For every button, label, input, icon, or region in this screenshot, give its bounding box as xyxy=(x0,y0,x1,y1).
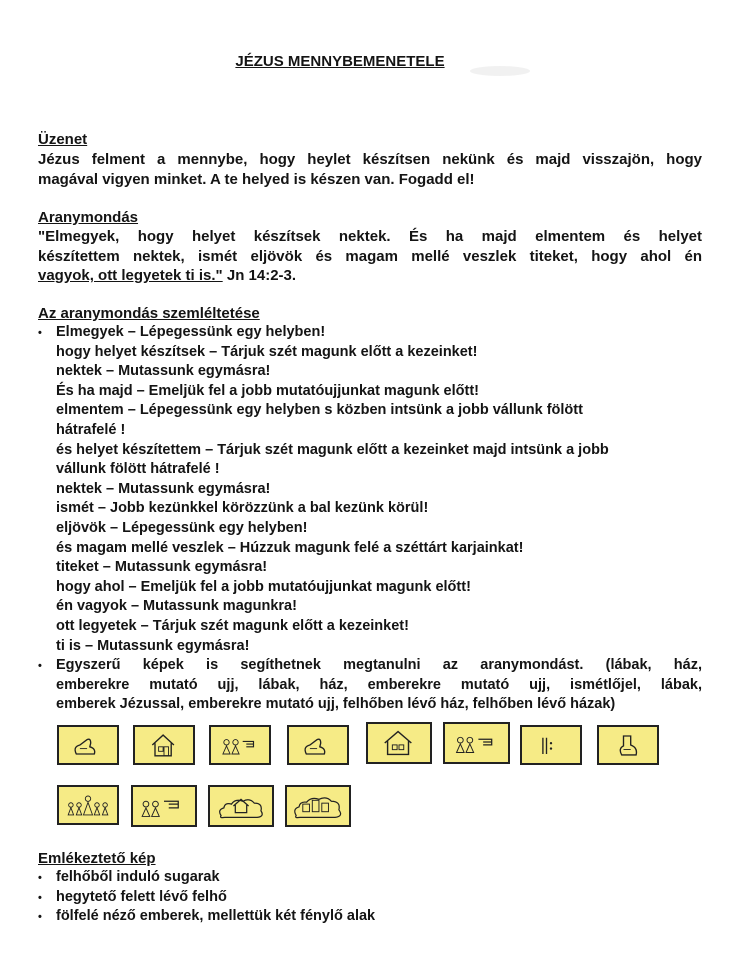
illustration-line: nektek – Mutassunk egymásra! xyxy=(56,480,271,497)
people-pointing-icon xyxy=(131,785,197,827)
illustration-line: • Elmegyek – Lépegessünk egy helyben! xyxy=(56,323,609,343)
verse-line: készítettem nektek, ismét eljövök és magam mellé veszlek titeket, hogy ahol én xyxy=(38,247,702,265)
illustration-line: eljövök – Lépegessünk egy helyben! xyxy=(56,519,308,536)
verse-reference: Jn 14:2-3. xyxy=(222,267,297,285)
memory-list xyxy=(56,868,375,927)
house-icon xyxy=(366,722,432,764)
memory-item: • felhőből induló sugarak xyxy=(56,868,375,888)
memory-heading: Emlékeztető kép xyxy=(38,850,156,867)
illustration-heading: Az aranymondás szemléltetése xyxy=(38,305,260,322)
illustration-list xyxy=(56,323,609,656)
feet-icon xyxy=(287,725,349,765)
illustration-line: elmentem – Lépegessünk egy helyben s közben intsünk a jobb vállunk fölött xyxy=(56,402,583,419)
illustration-line: és helyet készítettem – Tárjuk szét magunk előtt a kezeinket majd intsünk a jobb xyxy=(56,441,609,458)
illustration-line: ismét – Jobb kezünkkel körözzünk a bal kezünk körül! xyxy=(56,500,429,517)
illustration-line: nektek – Mutassunk egymásra! xyxy=(56,363,271,380)
houses-in-cloud-icon xyxy=(285,785,351,827)
verse-line-underlined: vagyok, ott legyetek ti is." xyxy=(38,267,223,285)
pictures-line: emberekre mutató ujj, lábak, ház, emberekre mutató ujj, ismétlőjel, lábak, xyxy=(56,676,702,693)
message-line: Jézus felment a mennybe, hogy heylet készítsen nekünk és majd visszajön, hogy xyxy=(38,151,702,168)
illustration-line: titeket – Mutassunk egymásra! xyxy=(56,559,268,576)
illustration-line: hogy helyet készítsek – Tárjuk szét magunk előtt a kezeinket! xyxy=(56,343,478,360)
illustration-line: és magam mellé veszlek – Húzzuk magunk felé a széttárt karjainkat! xyxy=(56,539,524,556)
message-heading: Üzenet xyxy=(38,131,88,148)
message-text xyxy=(38,150,702,189)
pictures-line: emberek Jézussal, emberekre mutató ujj, felhőben lévő ház, felhőben lévő házak) xyxy=(56,696,616,713)
house-icon xyxy=(133,725,195,765)
verse-text xyxy=(38,227,702,286)
people-pointing-icon xyxy=(443,722,510,764)
pictures-text xyxy=(56,656,702,715)
feet-icon xyxy=(57,725,119,765)
message-line: magával vigyen minket. A te helyed is készen van. Fogadd el! xyxy=(38,170,475,188)
illustration-line: És ha majd – Emeljük fel a jobb mutatóujjunkat magunk előtt! xyxy=(56,382,479,399)
illustration-line: hogy ahol – Emeljük fel a jobb mutatóujjunkat magunk előtt! xyxy=(56,578,471,595)
memory-item: • hegytető felett lévő felhő xyxy=(56,888,375,908)
house-in-cloud-icon xyxy=(208,785,274,827)
illustration-line: ott legyetek – Tárjuk szét magunk előtt a kezeinket! xyxy=(56,617,409,634)
illustration-line: én vagyok – Mutassunk magunkra! xyxy=(56,598,297,615)
repeat-sign-icon xyxy=(520,725,582,765)
pictures-line: • Egyszerű képek is segíthetnek megtanulni az aranymondást. (lábak, ház, xyxy=(56,656,702,676)
feet-icon xyxy=(597,725,659,765)
illustration-line: hátrafelé ! xyxy=(56,421,126,438)
page-title: JÉZUS MENNYBEMENETELE xyxy=(235,53,445,70)
people-pointing-icon xyxy=(209,725,271,765)
verse-line: "Elmegyek, hogy helyet készítsek nektek. És ha majd elmentem és helyet xyxy=(38,228,702,245)
verse-heading: Aranymondás xyxy=(38,209,139,226)
illustration-line: vállunk fölött hátrafelé ! xyxy=(56,461,220,478)
people-with-jesus-icon xyxy=(57,785,119,825)
illustration-line: ti is – Mutassunk egymásra! xyxy=(56,637,250,654)
memory-item: • fölfelé néző emberek, mellettük két fénylő alak xyxy=(56,907,375,927)
